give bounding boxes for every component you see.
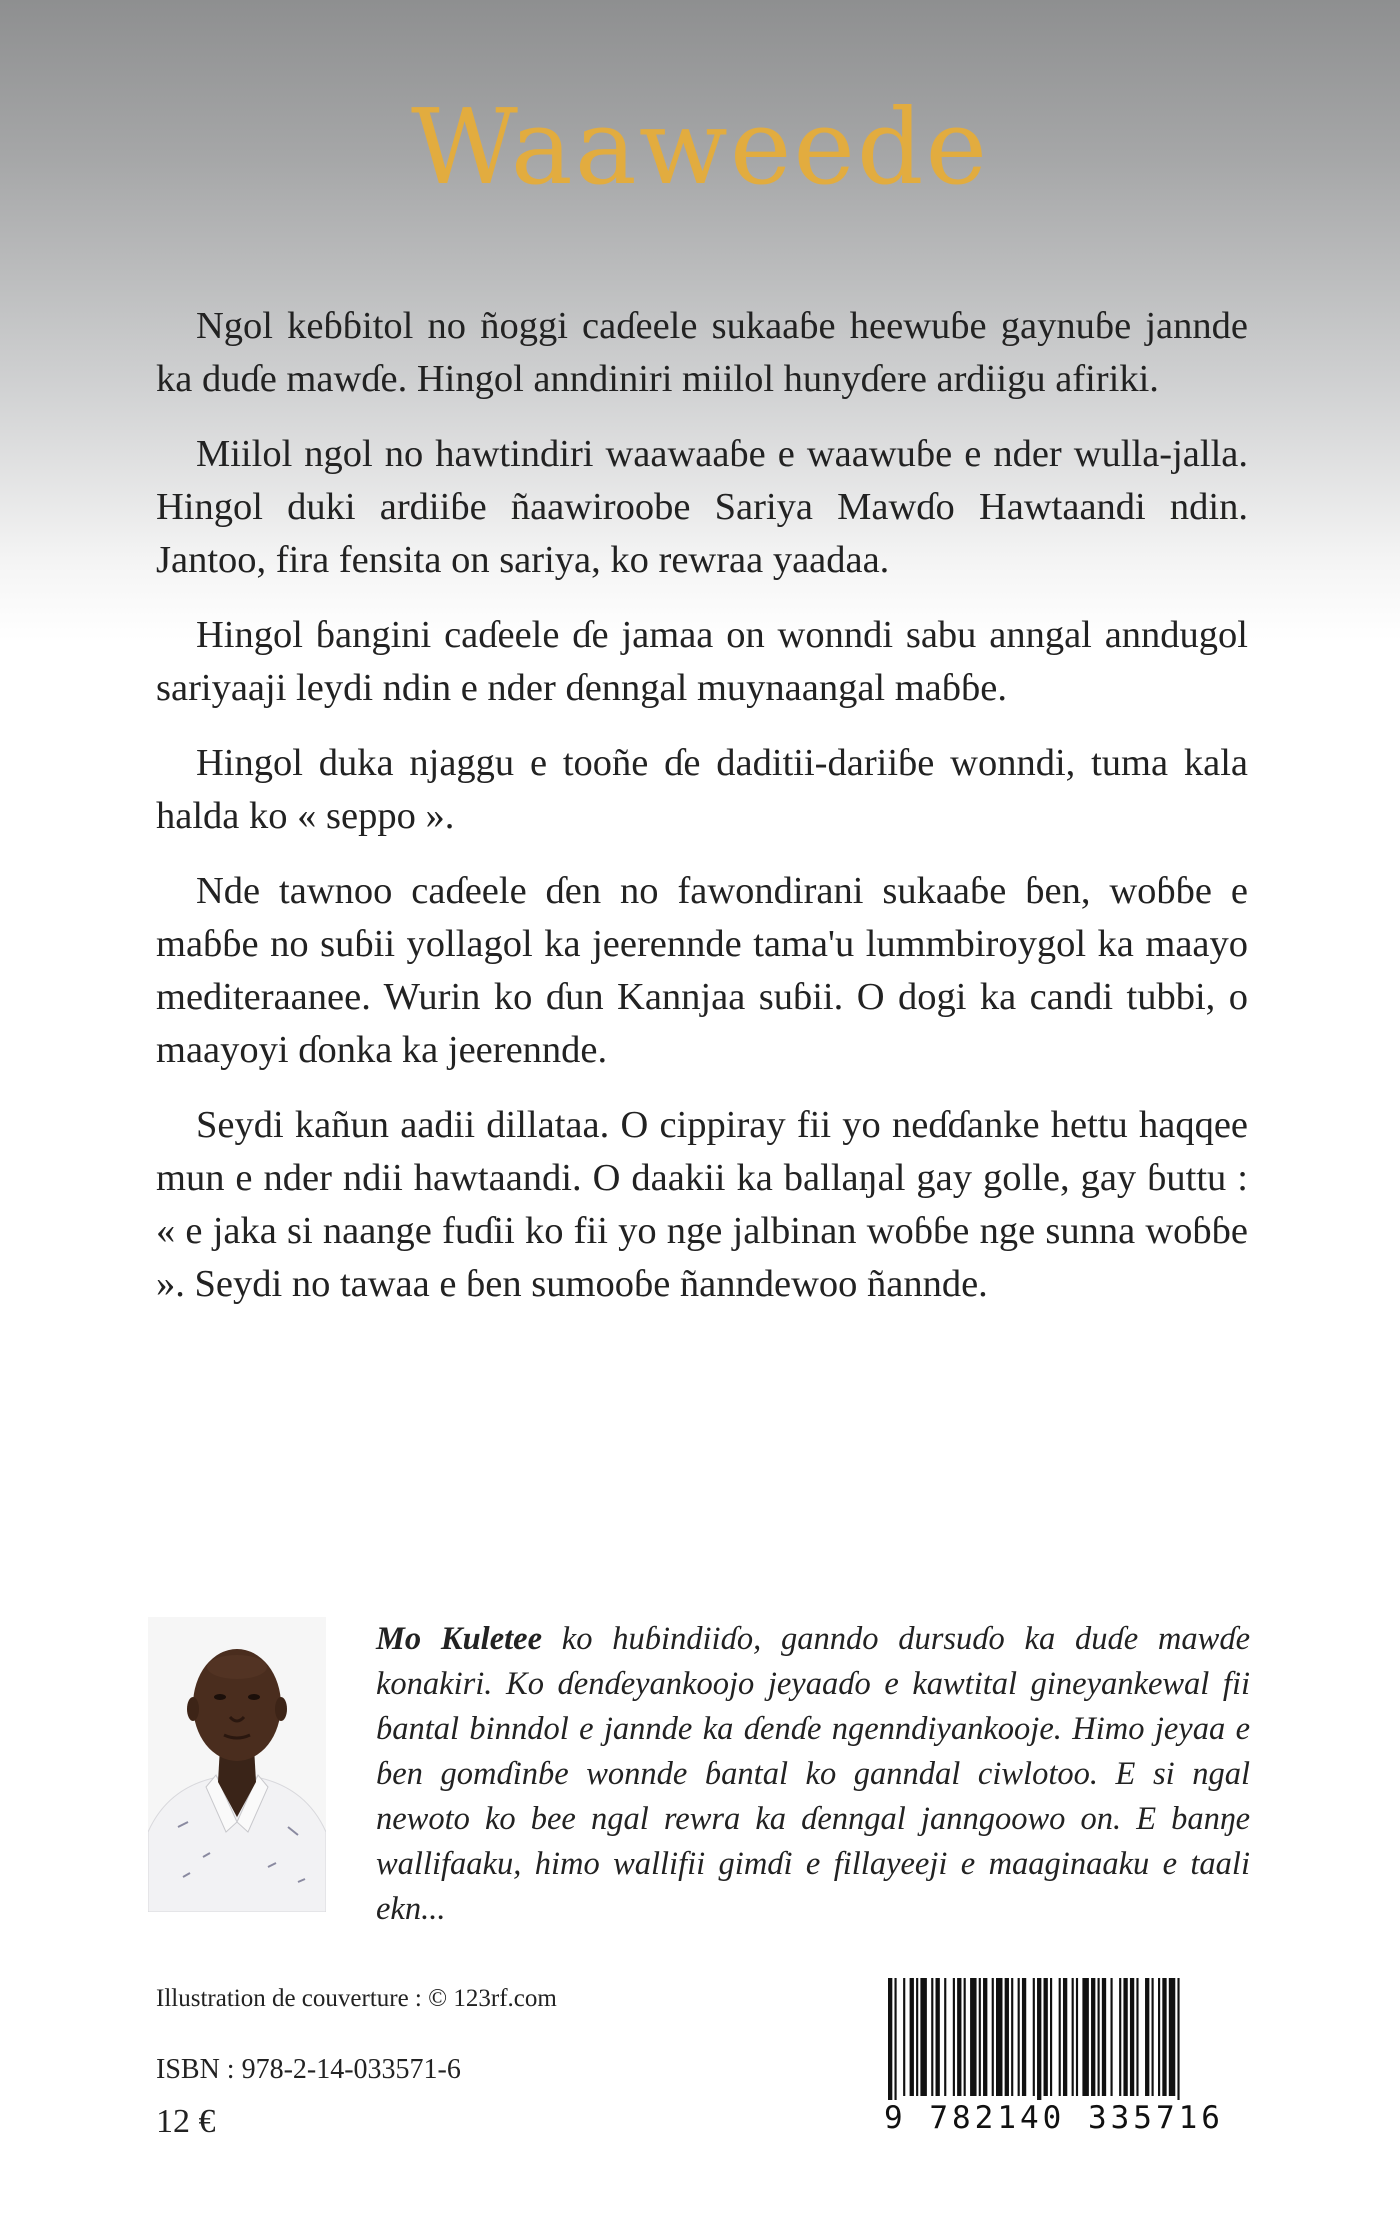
barcode-bar [957,1978,961,2096]
illustration-credit: Illustration de couverture : © 123rf.com [156,1985,557,2012]
price: 12 € [156,2103,216,2140]
barcode-digits [880,2100,1250,2136]
barcode-bar [1162,1978,1166,2096]
barcode-bar [1044,1978,1048,2096]
barcode-bar [1082,1978,1088,2096]
barcode-bar [979,1978,981,2096]
barcode-bar [1098,1978,1100,2096]
barcode-bar [996,1978,1002,2096]
barcode-bar [1091,1978,1095,2096]
blurb-paragraph-1: Ngol keɓɓitol no ñoggi caɗeele sukaaɓe heewuɓe gaynuɓe jannde ka duɗe mawɗe. Hingol anndiniri miilol hunyɗere ardiigu afiriki. [156,305,1248,400]
barcode-bar [1076,1978,1078,2096]
barcode-bar [1059,1978,1061,2096]
barcode-number: 9 782140 335716 [880,2100,1228,2136]
barcode-bar [1005,1978,1009,2096]
barcode-bar [1110,1978,1112,2096]
blurb [156,300,1248,1333]
barcode-bar [1136,1978,1138,2096]
barcode-bar [992,1978,994,2096]
barcode-bar [1158,1978,1160,2096]
blurb-paragraph-5: Nde tawnoo caɗeele ɗen no fawondirani sukaaɓe ɓen, woɓɓe e maɓɓe no suɓii yollagol ka jeerennde tama'u lummbiroygol ka maayo mediteraanee. Wurin ko ɗun Kannjaa suɓii. O dogi ka candi tubbi, o maayoyi ɗonka ka jeerennde. [156,870,1248,1071]
barcode-bar [931,1978,933,2096]
barcode-bar [910,1978,914,2096]
author-bio [376,1617,1250,1932]
blurb-paragraph-6: Seydi kañun aadii dillataa. O cippiray fii yo neɗɗanke hettu haqqee mun e nder ndii hawtaandi. O daakii ka ballaŋal gay golle, gay ɓuttu : « e jaka si naange fuɗii ko fii yo nge jalbinan woɓɓe nge sunna woɓɓe ». Seydi no tawaa e ɓen sumooɓe ñanndewoo ñannde. [156,1104,1248,1305]
barcode-bar [1033,1978,1035,2096]
barcode-bar [964,1978,966,2096]
barcode-bar [1022,1978,1026,2096]
author-photo [148,1617,326,1912]
blurb-paragraph-2: Miilol ngol no hawtindiri waawaaɓe e waawuɓe e nder wulla-jalla. Hingol duki ardiiɓe ñaawiroobe Sariya Mawɗo Hawtaandi ndin. Jantoo, fira fensita on sariya, ko rewraa yaadaa. [156,433,1248,581]
barcode-bar [953,1978,955,2096]
blurb-paragraph-4: Hingol duka njaggu e tooñe ɗe daditii-dariiɓe wonndi, tuma kala halda ko « seppo ». [156,742,1248,837]
barcode-bar [920,1978,926,2096]
barcode-bar [1169,1978,1175,2096]
barcode-bar [1123,1978,1127,2096]
barcode-bar [1050,1978,1052,2096]
barcode-bar [1130,1978,1134,2096]
barcode-bar [1011,1978,1013,2096]
barcode-bar [1063,1978,1067,2096]
barcode-bar [944,1978,946,2096]
barcode-bar [936,1978,940,2096]
barcode-bar [903,1978,905,2096]
blurb-paragraph-3: Hingol ɓangini caɗeele ɗe jamaa on wonndi sabu anngal anndugol sariyaaji leydi ndin e nder ɗenngal muynaangal maɓɓe. [156,614,1248,709]
barcode-bar [1119,1978,1121,2096]
author-name: Mo Kuletee [376,1621,543,1657]
barcode-bar [1145,1978,1149,2096]
author-bio-text: ko huɓindiiɗo, ganndo dursuɗo ka duɗe mawɗe konakiri. Ko ɗenɗeyankoojo jeyaaɗo e kawtital gineyankewal fii ɓantal binndol e jannde ka ɗenɗe ngenndiyankooje. Himo jeyaa e ɓen gomɗinɓe wonnde ɓantal ko ganndal ciwlotoo. E si ngal newoto ko bee ngal rewra ka ɗenngal janngoowo on. E banŋe wallifaaku, himo wallifii gimɗi e fillayeeji e maaginaaku e taali ekn... [376,1621,1251,1927]
barcode-bar [916,1978,918,2096]
author-portrait-icon [148,1617,326,1912]
barcode-bar [1152,1978,1154,2096]
isbn: ISBN : 978-2-14-033571-6 [156,2054,461,2085]
barcode-bar [1102,1978,1106,2096]
barcode-bar [970,1978,976,2096]
barcode-bar [983,1978,987,2096]
barcode-bar [1072,1978,1074,2096]
barcode-bar [1018,1978,1020,2096]
book-title: Waaweede [410,86,990,208]
